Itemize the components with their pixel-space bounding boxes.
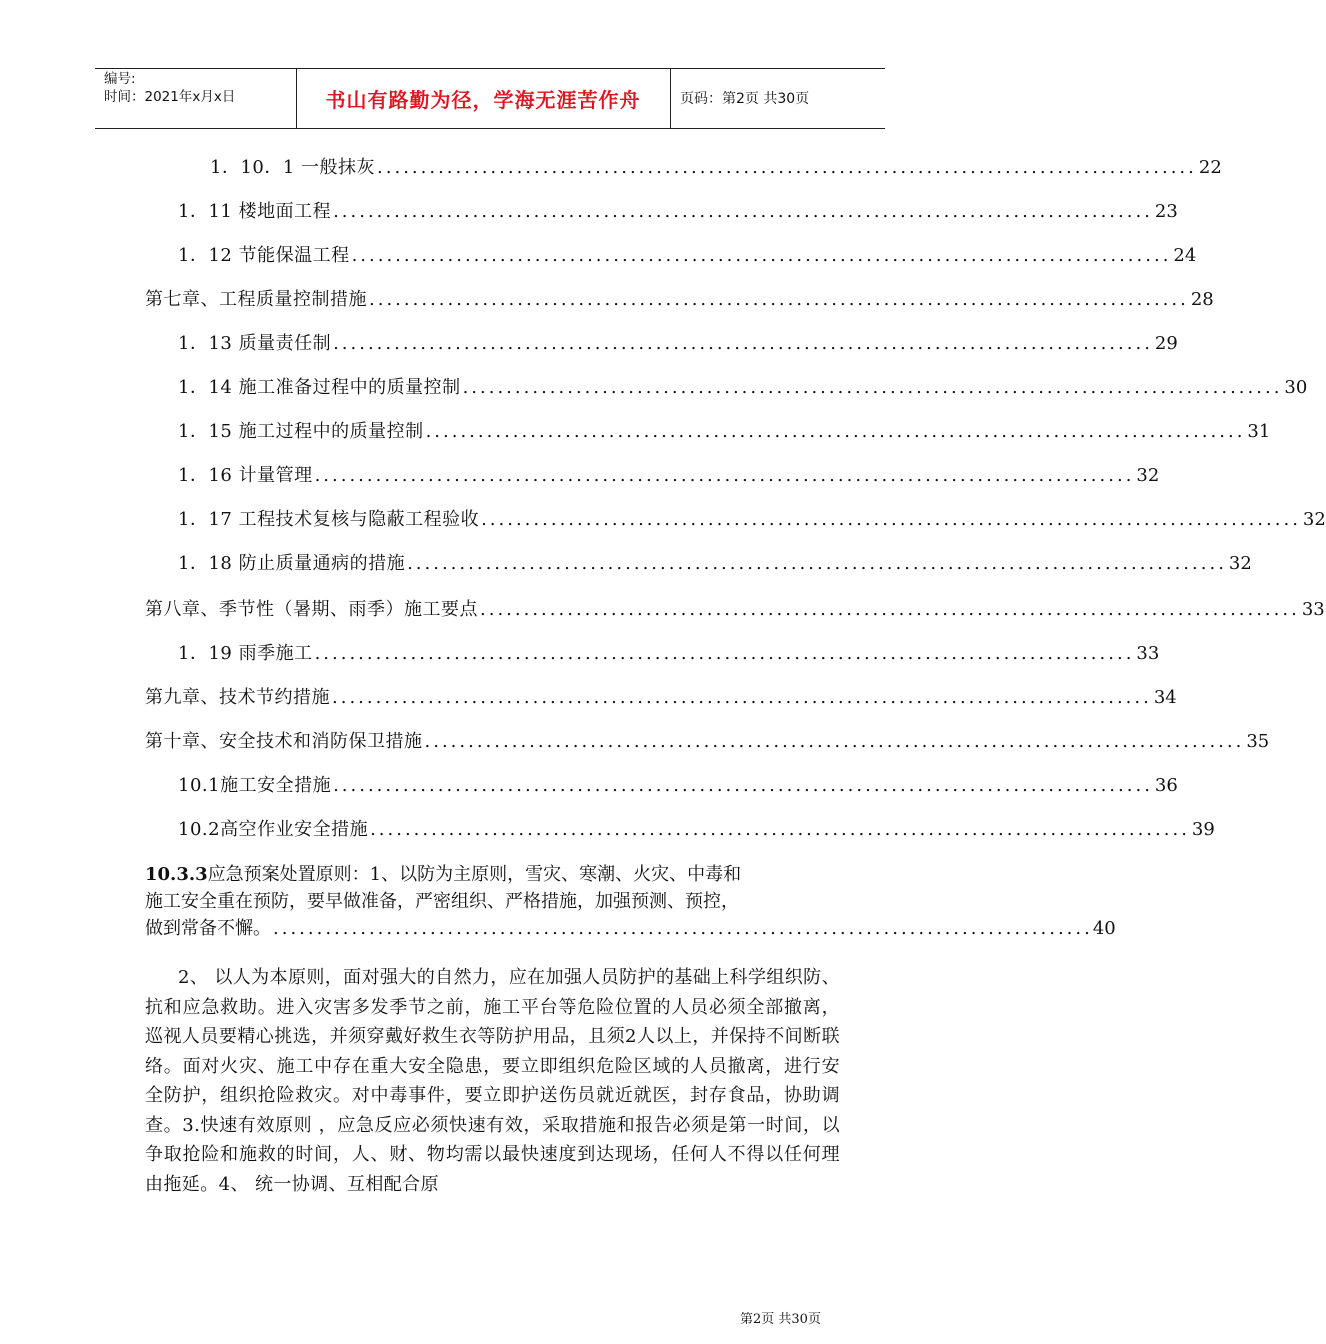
toc-leader: .............................................................................................. <box>333 333 1153 354</box>
toc-entry-label: 1．17 工程技术复核与隐蔽工程验收 <box>178 509 480 530</box>
toc-entry-label: 1．12 节能保温工程 <box>178 245 350 266</box>
toc-entry-label: 1．13 质量责任制 <box>178 333 332 354</box>
header-meta <box>104 68 294 128</box>
toc-leader: .............................................................................................. <box>481 509 1301 530</box>
toc-entry-label: 第八章、季节性（暑期、雨季）施工要点 <box>145 599 478 620</box>
toc-leader: .............................................................................................. <box>425 421 1246 442</box>
toc-leader: .............................................................................................. <box>369 289 1189 310</box>
toc-leader: .............................................................................................. <box>480 599 1300 620</box>
toc-entry-label: 1．16 计量管理 <box>178 465 313 486</box>
header-motto: 书山有路勤为径，学海无涯苦作舟 <box>325 87 641 112</box>
toc-entry-page: 32 <box>1136 465 1160 486</box>
toc-leader: .............................................................................................. <box>314 465 1135 486</box>
toc-entry[interactable] <box>178 419 1271 445</box>
toc-entry-page: 22 <box>1198 157 1222 178</box>
toc-leader: .............................................................................................. <box>462 377 1283 398</box>
toc-entry-page: 33 <box>1301 599 1325 620</box>
toc-entry-label: 第七章、工程质量控制措施 <box>145 289 367 310</box>
toc-leader: .............................................................................................. <box>314 643 1135 664</box>
header-divider-right <box>670 68 671 128</box>
toc-entry-page: 36 <box>1154 775 1178 796</box>
toc-chapter-entry[interactable] <box>145 287 1214 313</box>
toc-entry-page: 39 <box>1191 819 1215 840</box>
header-bottom-rule <box>95 128 885 129</box>
toc-entry-label: 第九章、技术节约措施 <box>145 687 330 708</box>
toc-entry-page: 35 <box>1246 731 1270 752</box>
toc-long-entry-line <box>145 861 840 888</box>
toc-entry-label: 10.1施工安全措施 <box>178 775 332 796</box>
toc-entry-page: 23 <box>1154 201 1178 222</box>
header-page-label: 页码：第2页 共30页 <box>680 91 810 107</box>
toc-entry[interactable] <box>178 641 1160 667</box>
toc-entry-page: 30 <box>1284 377 1308 398</box>
toc-entry-label: 1．10．1 一般抹灰 <box>210 157 376 178</box>
toc-leader: .............................................................................................. <box>351 245 1172 266</box>
toc-entry-label: 1．18 防止质量通病的措施 <box>178 553 406 574</box>
toc-chapter-entry[interactable] <box>145 597 1325 623</box>
toc-entry-page: 31 <box>1247 421 1271 442</box>
toc-entry-page: 33 <box>1136 643 1160 664</box>
toc-leader: .............................................................................................. <box>424 731 1245 752</box>
toc-long-entry-number: 10.3.3 <box>145 864 208 885</box>
toc-entry[interactable] <box>178 551 1252 577</box>
toc-leader: .............................................................................................. <box>377 157 1197 178</box>
toc-entry[interactable] <box>178 331 1178 357</box>
toc-entry-label: 1．19 雨季施工 <box>178 643 313 664</box>
body-paragraph-text: 2、 以人为本原则，面对强大的自然力，应在加强人员防护的基础上科学组织防、抗和应急救助。进入灾害多发季节之前，施工平台等危险位置的人员必须全部撤离，巡视人员要精心挑选，并须穿戴好救生衣等防护用品，且须2人以上，并保持不间断联络。面对火灾、施工中存在重大安全隐患，要立即组织危险区域的人员撤离，进行安全防护，组织抢险救灾。对中毒事件，要立即护送伤员就近就医，封存食品，协助调查。3.快速有效原则 ，应急反应必须快速有效，采取措施和报告必须是第一时间，以争取抢险和施救的时间，人、财、物均需以最快速度到达现场，任何人不得以任何理由拖延。4、 统一协调、互相配合原 <box>145 967 840 1195</box>
toc-leader: .............................................................................................. <box>370 819 1190 840</box>
toc-entry-page: 40 <box>1092 918 1116 939</box>
toc-leader: .............................................................................................. <box>273 918 1093 939</box>
toc-entry[interactable] <box>178 817 1215 843</box>
toc-entry[interactable] <box>178 773 1178 799</box>
toc-entry-label: 第十章、安全技术和消防保卫措施 <box>145 731 423 752</box>
header-time-label: 时间：2021年x月x日 <box>104 89 236 105</box>
header-divider-left <box>296 68 297 128</box>
toc-entry-label: 1．15 施工过程中的质量控制 <box>178 421 424 442</box>
toc-entry-label: 10.2高空作业安全措施 <box>178 819 369 840</box>
toc-leader: .............................................................................................. <box>333 775 1153 796</box>
toc-entry-page: 32 <box>1302 509 1326 530</box>
toc-entry[interactable] <box>178 243 1197 269</box>
toc-long-entry[interactable] <box>145 861 1116 942</box>
toc-entry[interactable] <box>178 507 1326 533</box>
toc-long-entry-line2: 施工安全重在预防，要早做准备，严密组织、严格措施，加强预测、预控， <box>145 891 739 912</box>
toc-leader: .............................................................................................. <box>332 687 1152 708</box>
header-number-label: 编号: <box>104 71 136 87</box>
toc-chapter-entry[interactable] <box>145 685 1177 711</box>
toc-chapter-entry[interactable] <box>145 729 1270 755</box>
toc-long-entry-line3: 做到常备不懈。 <box>145 918 271 939</box>
toc-entry[interactable] <box>210 155 1222 181</box>
body-paragraph <box>145 963 840 1199</box>
toc-entry-page: 29 <box>1154 333 1178 354</box>
toc-long-entry-last-line <box>145 915 1116 942</box>
toc-leader: .............................................................................................. <box>407 553 1227 574</box>
toc-entry[interactable] <box>178 463 1160 489</box>
toc-entry[interactable] <box>178 199 1178 225</box>
toc-entry[interactable] <box>178 375 1308 401</box>
toc-leader: .............................................................................................. <box>333 201 1153 222</box>
toc-entry-page: 34 <box>1153 687 1177 708</box>
page-footer: 第2页 共30页 <box>740 1312 821 1327</box>
toc-entry-page: 28 <box>1190 289 1214 310</box>
toc-entry-label: 1．11 楼地面工程 <box>178 201 332 222</box>
toc-long-entry-line1: 应急预案处置原则：1、以防为主原则，雪灾、寒潮、火灾、中毒和 <box>207 864 742 885</box>
toc-entry-page: 24 <box>1173 245 1197 266</box>
toc-entry-page: 32 <box>1228 553 1252 574</box>
toc-entry-label: 1．14 施工准备过程中的质量控制 <box>178 377 461 398</box>
